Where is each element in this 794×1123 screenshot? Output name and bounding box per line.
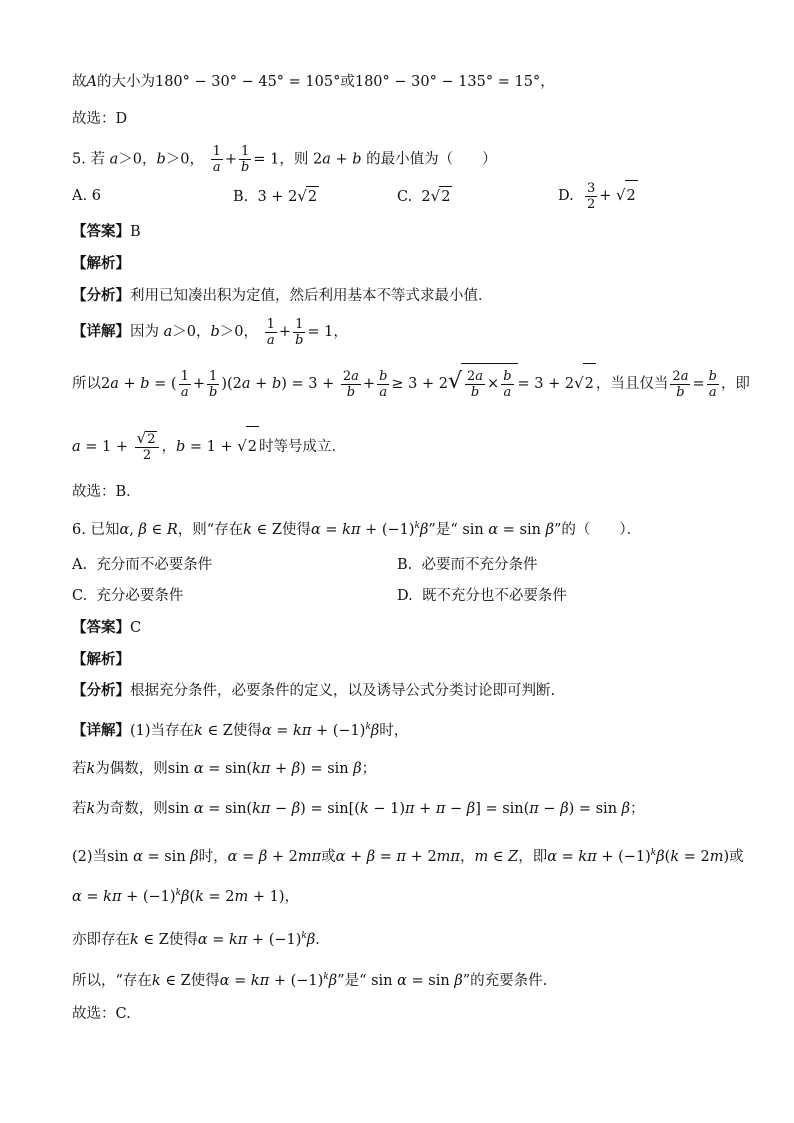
q5-option-c: C. 2√2 — [397, 187, 451, 205]
q5-option-b: B. 3 + 2√2 — [233, 187, 318, 205]
q5-choice: 故选：B． — [72, 484, 141, 500]
fraction-1-over-b: $\frac{1}{b}$ — [241, 144, 250, 175]
q5-stem: 5. 若 a＞0，b＞0， $\frac{1}{a}$ + $\frac{1}{b}$ = 1，则 2a + b 的最小值为（ ） — [72, 144, 497, 175]
q6-choice: 故选：C. — [72, 1006, 131, 1022]
q6-conclusion: 所以，“存在k ∈ Z使得$\alpha = k\pi + (-1)^k\beta$”是“ sin α = sin β”的充要条件. — [72, 972, 548, 989]
q6-odd-case: 若k为奇数，则sin α = sin(kπ − β) = sin[(k − 1)π + π − β] = sin(π − β) = sin β； — [72, 801, 645, 817]
q6-even-case: 若k为偶数，则sin α = sin(kπ + β) = sin β； — [72, 761, 377, 777]
q6-yiji: 亦即存在k ∈ Z使得$\alpha = k\pi + (-1)^k\beta$． — [72, 931, 330, 948]
q6-analysis-tag: 【解析】 — [72, 651, 130, 668]
q5-xiangjie-1: 【详解】因为 a＞0，b＞0， $\frac{1}{a}$ + $\frac{1}{b}$ = 1， — [72, 316, 348, 348]
q6-fenxi: 【分析】根据充分条件，必要条件的定义，以及诱导公式分类讨论即可判断. — [72, 682, 556, 699]
q5-option-a: A. 6 — [72, 188, 101, 204]
q6-option-b: B. 必要而不充分条件 — [397, 557, 538, 573]
fraction-1-over-a: $\frac{1}{a}$ — [212, 144, 221, 175]
q5-analysis-tag: 【解析】 — [72, 255, 130, 272]
q6-case2-a: (2)当sin α = sin β时，α = β + 2mπ或α + β = π + 2mπ，m ∈ Z，即$\alpha = k\pi + (-1)^k\beta(k = 2m)$或 — [72, 848, 744, 865]
q4-choice: 故选：D — [72, 111, 128, 127]
q6-option-d: D. 既不充分也不必要条件 — [397, 588, 567, 604]
q5-fenxi: 【分析】利用已知凑出积为定值，然后利用基本不等式求最小值． — [72, 287, 493, 304]
q6-option-c: C. 充分必要条件 — [72, 588, 184, 604]
angle-conclusion-line: 故A的大小为180° − 30° − 45° = 105°或180° − 30° − 135° = 15°， — [72, 74, 555, 90]
q6-case2-b: $\alpha = k\pi + (-1)^k\beta(k = 2m + 1)$， — [72, 888, 299, 905]
q5-answer: 【答案】B — [72, 223, 141, 240]
q6-answer: 【答案】C — [72, 619, 142, 636]
q6-option-a: A. 充分而不必要条件 — [72, 557, 213, 573]
q5-xiangjie-2: 所以2a + b = ( $\frac{1}{a}$ + $\frac{1}{b}$ )(2a + b) = 3 + $\frac{2a}{b}$ + $\frac{b}{a}$ ≥ 3 + 2√ $\frac{2a}{b}$ × $\frac{b}{a}$ = 3 + 2√2 ，当且仅当 $\frac{2a}{b}$ = $\frac{b}{a}$ ，即 — [72, 362, 750, 404]
q5-option-d: D. $\frac{3}{2}$ + √2 — [558, 180, 636, 212]
q6-stem: 6. 已知α, β ∈ R，则“存在k ∈ Z使得$\alpha = k\pi + (-1)^k\beta$”是“ sin α = sin β”的（ ）． — [72, 521, 642, 538]
q5-xiangjie-3: a = 1 + $\frac{√2}{2}$ ，b = 1 + √2 时等号成立． — [72, 426, 346, 467]
q6-xiangjie-1: 【详解】(1)当存在k ∈ Z使得$\alpha = k\pi + (-1)^k\beta$时， — [72, 721, 409, 739]
